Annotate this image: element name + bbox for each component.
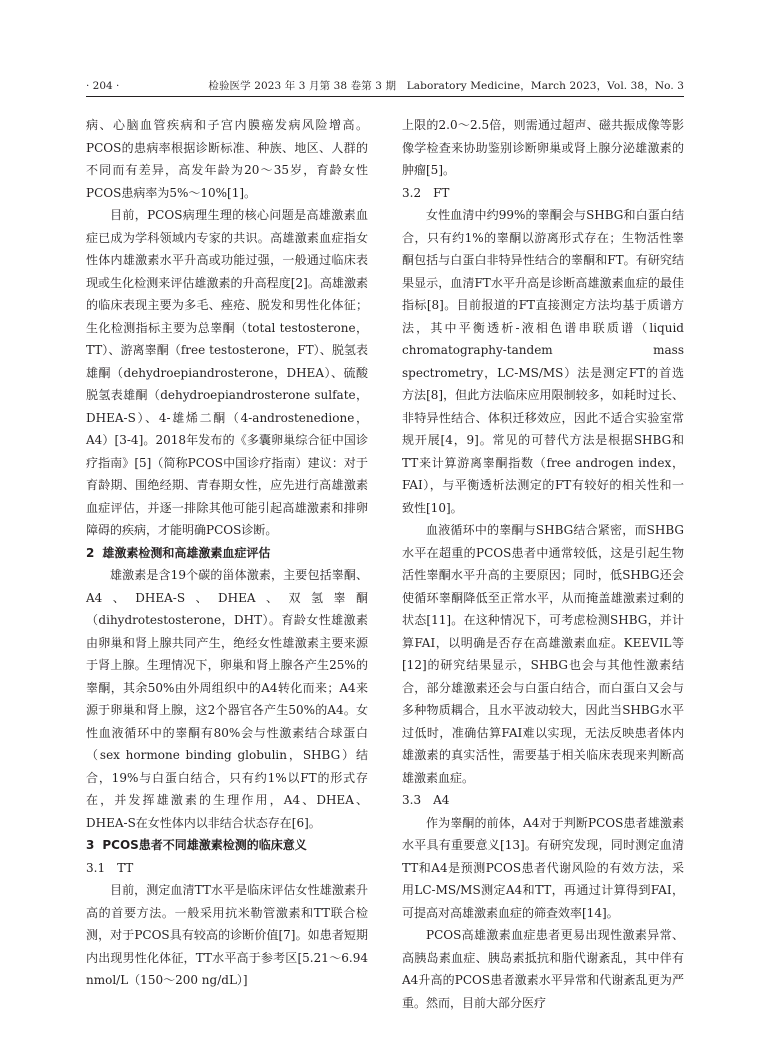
paragraph: 目前，PCOS病理生理的核心问题是高雄激素血症已成为学科领域内专家的共识。高雄激素血症指女性体内雄激素水平升高或功能过强，一般通过临床表现或生化检测来评估雄激素的升高程度[2]。高雄激素的临床表现主要为多毛、痤疮、脱发和男性化体征；生化检测指标主要为总睾酮（total testosterone，TT）、游离睾酮（free testosterone，FT）、脱氢表雄酮（dehydroepiandrosterone，DHEA）、硫酸脱氢表雄酮（dehydroepiandrosterone sulfate，DHEA-S）、4-雄烯二酮（4-androstenedione，A4）[3-4]。2018年发布的《多囊卵巢综合征中国诊疗指南》[5]（简称PCOS中国诊疗指南）建议：对于育龄期、围绝经期、青春期女性，应先进行高雄激素血症评估，并逐一排除其他可能引起高雄激素和排卵障碍的疾病，才能明确PCOS诊断。 xyxy=(86,208,368,537)
section-heading xyxy=(86,542,368,565)
subsection-heading: 3.3 A4 xyxy=(402,793,450,807)
paragraph: PCOS高雄激素血症患者更易出现性激素异常、高胰岛素血症、胰岛素抵抗和脂代谢紊乱，其中伴有A4升高的PCOS患者激素水平异常和代谢紊乱更为严重。然而，目前大部分医疗 xyxy=(402,928,684,1010)
section-number: 3 xyxy=(86,838,95,852)
section-number: 2 xyxy=(86,545,95,560)
paragraph: 上限的2.0～2.5倍，则需通过超声、磁共振成像等影像学检查来协助鉴别诊断卵巢或肾上腺分泌雄激素的肿瘤[5]。 xyxy=(402,118,684,177)
section-heading xyxy=(86,834,368,857)
paragraph: 血液循环中的睾酮与SHBG结合紧密，而SHBG水平在超重的PCOS患者中通常较低，这是引起生物活性睾酮水平升高的主要原因；同时，低SHBG还会使循环睾酮降低至正常水平，从而掩盖雄激素过剩的状态[11]。在这种情况下，可考虑检测SHBG，并计算FAI，以明确是否存在高雄激素血症。KEEVIL等[12]的研究结果显示，SHBG也会与其他性激素结合，部分雄激素还会与白蛋白结合，而白蛋白又会与多种物质耦合，且水平波动较大，因此当SHBG水平过低时，准确估算FAI难以实现，无法反映患者体内雄激素的真实活性，需要基于相关临床表现来判断高雄激素血症。 xyxy=(402,523,684,785)
subsection-heading: 3.1 TT xyxy=(86,860,134,875)
subsection-heading: 3.2 FT xyxy=(402,185,450,200)
paragraph: 作为睾酮的前体，A4对于判断PCOS患者雄激素水平具有重要意义[13]。有研究发现，同时测定血清TT和A4是预测PCOS患者代谢风险的有效方法，采用LC-MS/MS测定A4和TT，再通过计算得到FAI，可提高对高雄激素血症的筛查效率[14]。 xyxy=(402,815,684,920)
right-column xyxy=(402,114,684,1014)
journal-citation: 检验医学 2023 年 3 月第 38 卷第 3 期 Laboratory Medicine，March 2023，Vol. 38，No. 3 xyxy=(208,80,684,92)
paragraph: 病、心脑血管疾病和子宫内膜癌发病风险增高。PCOS的患病率根据诊断标准、种族、地区、人群的不同而有差异，高发年龄为20～35岁，育龄女性PCOS患病率为5%～10%[1]。 xyxy=(86,118,368,200)
page-number: · 204 · xyxy=(86,80,120,92)
running-header xyxy=(86,76,684,97)
paragraph: 女性血清中约99%的睾酮会与SHBG和白蛋白结合，只有约1%的睾酮以游离形式存在；生物活性睾酮包括与白蛋白非特异性结合的睾酮和FT。有研究结果显示，血清FT水平升高是诊断高雄激素血症的最佳指标[8]。目前报道的FT直接测定方法均基于质谱方法，其中平衡透析-液相色谱串联质谱（liquid chromatography-tandem mass spectrometry，LC-MS/MS）法是测定FT的首选方法[8]，但此方法临床应用限制较多，如耗时过长、非特异性结合、体积迁移效应，因此不适合实验室常规开展[4，9]。常见的可替代方法是根据SHBG和TT来计算游离睾酮指数（free androgen index，FAI），与平衡透析法测定的FT有较好的相关性和一致性[10]。 xyxy=(402,208,684,515)
paragraph: 目前，测定血清TT水平是临床评估女性雄激素升高的首要方法。一般采用抗米勒管激素和TT联合检测，对于PCOS具有较高的诊断价值[7]。如患者短期内出现男性化体征，TT水平高于参考区[5.21～6.94 nmol/L（150～200 ng/dL）] xyxy=(86,883,368,987)
left-column xyxy=(86,114,368,992)
section-title: 雄激素检测和高雄激素血症评估 xyxy=(102,545,271,560)
paragraph: 雄激素是含19个碳的甾体激素，主要包括睾酮、A4、DHEA-S、DHEA、双氢睾酮（dihydrotestosterone，DHT）。育龄女性雄激素由卵巢和肾上腺共同产生，绝经女性雄激素主要来源于肾上腺。生理情况下，卵巢和肾上腺各产生25%的睾酮，其余50%由外周组织中的A4转化而来；A4来源于卵巢和肾上腺，这2个器官各产生50%的A4。女性血液循环中的睾酮有80%会与性激素结合球蛋白（sex hormone binding globulin，SHBG）结合，19%与白蛋白结合，只有约1%以FT的形式存在，并发挥雄激素的生理作用，A4、DHEA、DHEA-S在女性体内以非结合状态存在[6]。 xyxy=(86,568,368,830)
section-title: PCOS患者不同雄激素检测的临床意义 xyxy=(102,838,307,852)
